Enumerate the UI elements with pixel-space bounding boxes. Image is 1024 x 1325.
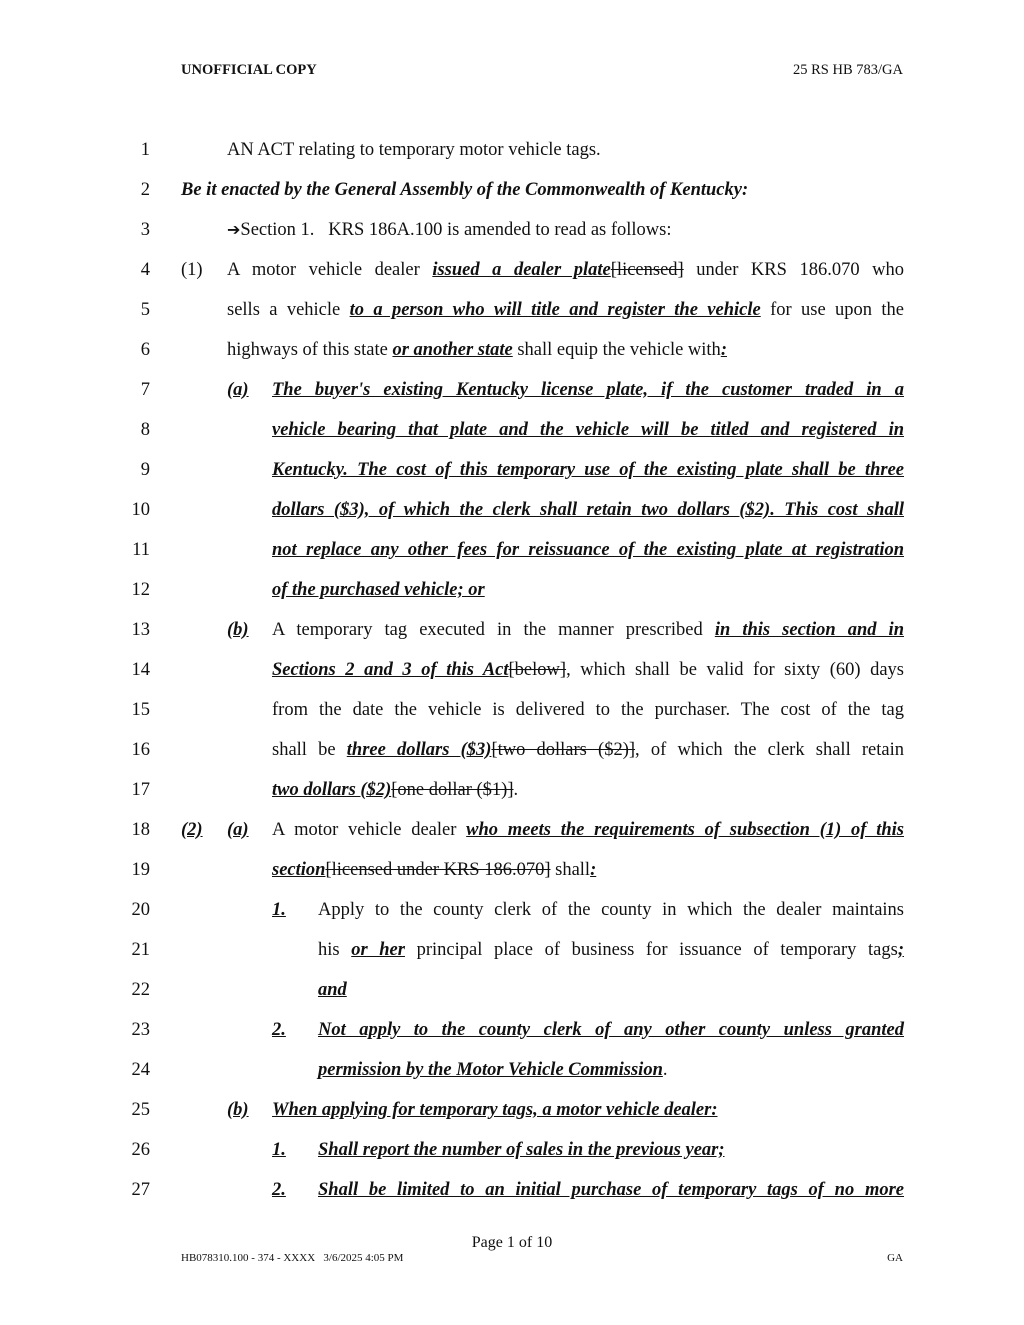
line-number: 21 [131, 940, 150, 960]
inserted-text: ; [897, 940, 904, 960]
line-number: 18 [131, 820, 150, 840]
inserted-text: permission by the Motor Vehicle Commission [318, 1060, 663, 1080]
line-number: 13 [131, 620, 150, 640]
line-number: 17 [131, 780, 150, 800]
inserted-text: Sections 2 and 3 of this Act [272, 660, 509, 680]
line-number: 27 [131, 1180, 150, 1200]
text-run: , of which the clerk shall retain [635, 740, 904, 760]
line-number: 3 [140, 220, 150, 240]
inserted-text: Shall be limited to an initial purchase of temporary tags of no more [318, 1180, 904, 1200]
inserted-text: or another state [392, 340, 513, 360]
text-run: for use upon the [760, 300, 905, 320]
line-number: 12 [131, 580, 150, 600]
inserted-text: not replace any other fees for reissuance of the existing plate at registration [272, 540, 904, 560]
line-number: 2 [140, 180, 150, 200]
text-run: A temporary tag executed in the manner prescribed [272, 620, 715, 640]
inserted-text: of the purchased vehicle; or [272, 580, 485, 600]
document-line-12 [0, 580, 1024, 620]
document-line-9 [0, 460, 1024, 500]
deleted-text: [below] [508, 660, 567, 680]
subparagraph-label: 2. [272, 1180, 286, 1200]
inserted-text: three dollars ($3) [346, 740, 492, 760]
text-run: shall be [272, 740, 347, 760]
inserted-text: and [318, 980, 347, 1000]
document-line-20 [0, 900, 1024, 940]
paragraph-label: (a) [227, 820, 249, 840]
line-number: 1 [140, 140, 150, 160]
document-line-4 [0, 260, 1024, 300]
line-number: 19 [131, 860, 150, 880]
document-line-21 [0, 940, 1024, 980]
inserted-text: in this section and in [714, 620, 904, 640]
text-run: A motor vehicle dealer [272, 820, 467, 840]
text-run: , which shall be valid for sixty (60) days [566, 660, 904, 680]
line-number: 11 [132, 540, 150, 560]
document-line-25 [0, 1100, 1024, 1140]
line-number: 14 [131, 660, 150, 680]
text-run: his [318, 940, 352, 960]
document-line-8 [0, 420, 1024, 460]
inserted-text: When applying for temporary tags, a motor vehicle dealer: [272, 1100, 718, 1120]
header-bill-number: 25 RS HB 783/GA [793, 62, 903, 78]
document-line-19 [0, 860, 1024, 900]
line-number: 4 [140, 260, 150, 280]
line-number: 15 [131, 700, 150, 720]
line-number: 20 [131, 900, 150, 920]
subparagraph-label: 1. [272, 900, 286, 920]
inserted-text: who meets the requirements of subsection (1) of this [466, 820, 904, 840]
line-number: 26 [131, 1140, 150, 1160]
line-number: 5 [140, 300, 150, 320]
line-number: 9 [140, 460, 150, 480]
deleted-text: [licensed under KRS 186.070] [325, 860, 551, 880]
document-line-13 [0, 620, 1024, 660]
footer-document-id: HB078310.100 - 374 - XXXX 3/6/2025 4:05 PM [181, 1252, 404, 1264]
line-number: 24 [131, 1060, 150, 1080]
act-title: AN ACT relating to temporary motor vehicle tags. [227, 140, 601, 160]
subsection-label: (1) [181, 260, 203, 280]
footer-initials: GA [887, 1252, 903, 1264]
line-number: 16 [131, 740, 150, 760]
line-number: 8 [140, 420, 150, 440]
text-run: from the date the vehicle is delivered to the purchaser. The cost of the tag [272, 700, 904, 720]
document-line-17 [0, 780, 1024, 820]
line-number: 6 [140, 340, 150, 360]
line-number: 7 [140, 380, 150, 400]
subparagraph-label: 2. [272, 1020, 286, 1040]
document-line-14 [0, 660, 1024, 700]
document-line-7 [0, 380, 1024, 420]
inserted-text: The buyer's existing Kentucky license plate, if the customer traded in a [272, 380, 904, 400]
text-run: sells a vehicle [227, 300, 350, 320]
inserted-text: issued a dealer plate [432, 260, 611, 280]
document-line-3 [0, 220, 1024, 260]
inserted-text: dollars ($3), of which the clerk shall retain two dollars ($2). This cost shall [272, 500, 904, 520]
document-line-16 [0, 740, 1024, 780]
deleted-text: [two dollars ($2)] [491, 740, 636, 760]
document-line-18 [0, 820, 1024, 860]
text-run: principal place of business for issuance of temporary tags [404, 940, 898, 960]
document-line-26 [0, 1140, 1024, 1180]
inserted-text: section [272, 860, 326, 880]
inserted-text: Shall report the number of sales in the previous year; [318, 1140, 725, 1160]
document-line-1 [0, 140, 1024, 180]
inserted-text: two dollars ($2) [272, 780, 392, 800]
paragraph-label: (a) [227, 380, 249, 400]
subsection-label: (2) [181, 820, 203, 840]
subparagraph-label: 1. [272, 1140, 286, 1160]
text-run: shall equip the vehicle with [512, 340, 721, 360]
document-line-23 [0, 1020, 1024, 1060]
section-arrow-icon: ➔ [227, 220, 241, 239]
deleted-text: [licensed] [610, 260, 684, 280]
document-line-15 [0, 700, 1024, 740]
paragraph-label: (b) [227, 1100, 249, 1120]
enacting-clause: Be it enacted by the General Assembly of the Commonwealth of Kentucky: [181, 180, 749, 200]
text-run: under KRS 186.070 who [683, 260, 904, 280]
document-line-24 [0, 1060, 1024, 1100]
deleted-text: [one dollar ($1)] [391, 780, 514, 800]
section-heading: Section 1. KRS 186A.100 is amended to read as follows: [240, 220, 672, 240]
inserted-text: or her [351, 940, 405, 960]
document-line-2 [0, 180, 1024, 220]
document-line-27 [0, 1180, 1024, 1220]
line-number: 10 [131, 500, 150, 520]
document-line-10 [0, 500, 1024, 540]
line-number: 25 [131, 1100, 150, 1120]
text-run: . [513, 780, 519, 800]
document-line-11 [0, 540, 1024, 580]
inserted-text: to a person who will title and register the vehicle [349, 300, 761, 320]
text-run: shall [550, 860, 591, 880]
inserted-text: Not apply to the county clerk of any other county unless granted [318, 1020, 904, 1040]
text-run: A motor vehicle dealer [227, 260, 433, 280]
document-line-6 [0, 340, 1024, 380]
text-run: . [662, 1060, 668, 1080]
header-unofficial-copy: UNOFFICIAL COPY [181, 62, 317, 78]
inserted-text: : [590, 860, 597, 880]
paragraph-label: (b) [227, 620, 249, 640]
text-run: highways of this state [227, 340, 393, 360]
inserted-text: : [720, 340, 727, 360]
document-line-5 [0, 300, 1024, 340]
inserted-text: Kentucky. The cost of this temporary use of the existing plate shall be three [272, 460, 904, 480]
inserted-text: vehicle bearing that plate and the vehicle will be titled and registered in [272, 420, 904, 440]
text-run: Apply to the county clerk of the county in which the dealer maintains [318, 900, 904, 920]
line-number: 23 [131, 1020, 150, 1040]
page-number: Page 1 of 10 [471, 1234, 553, 1251]
document-line-22 [0, 980, 1024, 1020]
line-number: 22 [131, 980, 150, 1000]
